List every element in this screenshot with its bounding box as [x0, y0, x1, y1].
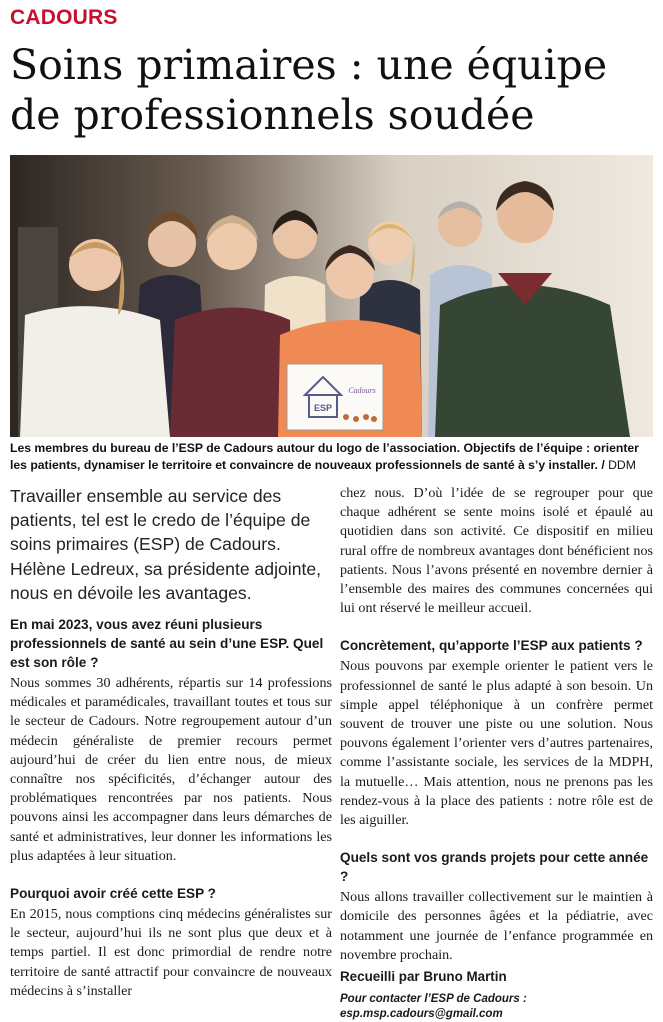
- answer-1: Nous sommes 30 adhérents, répartis sur 14 professions médicales et paramédicales, travaillant toutes et tous sur le secteur de Cadours. Notre regroupement autour d’un médecin généraliste de premier recours permet aujourd’hui de créer du lien entre nous, de mieux connaître nos spécificités, d’échanger autour des problématiques rencontrées par nos patients. Nous pouvons ainsi les accompagner dans leurs démarches de santé et administratives, leur donner les informations les plus adaptées à leur situation.: [10, 675, 332, 864]
- answer-2: En 2015, nous comptions cinq médecins généralistes sur le secteur, aujourd’hui ils ne sont plus que deux et à temps partiel. Il est donc primordial de rendre notre territoire de santé attractif pour convaincre de nouveaux médecins à s’installer: [10, 906, 332, 999]
- question-4: Quels sont vos grands projets pour cette année ?: [340, 850, 649, 885]
- caption-text: Les membres du bureau de l’ESP de Cadours autour du logo de l’association. Objectifs de l’équipe : orienter les patients, dynamiser le territoire et convaincre de nouveaux professionnels de santé à s’y installer. /: [10, 441, 639, 472]
- article-column-right: [340, 484, 653, 1022]
- article-column-left: [10, 484, 332, 1001]
- logo-subtext: Cadours: [348, 386, 376, 395]
- photo-caption: [10, 440, 655, 474]
- byline: Recueilli par Bruno Martin: [340, 969, 507, 985]
- photo-credit: DDM: [608, 458, 636, 472]
- section-label: CADOURS: [10, 6, 118, 29]
- headline: Soins primaires : une équipe de professionnels soudée: [10, 41, 608, 139]
- answer-3: Nous pouvons par exemple orienter le patient vers le professionnel de santé le plus adapté à son besoin. Un simple appel téléphonique à un confrère permet souvent de trouver une piste ou une solution. Nous pouvons également l’orienter vers d’autres partenaires, comme l’assistante sociale, les services de la MDPH, la mutuelle… Mais attention, nous ne prenons pas les rendez-vous à la place des patients : notre rôle est de les aiguiller.: [340, 658, 653, 829]
- group-photo: [10, 155, 653, 437]
- contact-info: [340, 992, 653, 1022]
- article-lead: Travailler ensemble au service des patients, tel est le credo de l’équipe de soins primaires (ESP) de Cadours. Hélène Ledreux, sa présidente adjointe, nous en dévoile les avantages.: [10, 486, 322, 603]
- answer-4: Nous allons travailler collectivement sur le maintien à domicile des personnes âgées et la pédiatrie, avec notamment une journée de l’enfance programmée en novembre prochain.: [340, 889, 653, 963]
- contact-email[interactable]: esp.msp.cadours@gmail.com: [340, 1008, 503, 1021]
- group-photo-illustration: [10, 155, 653, 437]
- logo-text: ESP: [313, 403, 333, 413]
- question-2: Pourquoi avoir créé cette ESP ?: [10, 886, 216, 902]
- question-3: Concrètement, qu’apporte l’ESP aux patients ?: [340, 638, 643, 654]
- answer-2-continued: chez nous. D’où l’idée de se regrouper pour que chaque adhérent se sente moins isolé et épaulé au quotidien dans son activité. Ce dispositif en milieu rural offre de nombreux avantages dont bénéficient nos patients. Nous l’avons présenté en novembre dernier à l’ensemble des maires des communes concernées qui lui ont réservé le meilleur accueil.: [340, 485, 653, 617]
- question-1: En mai 2023, vous avez réuni plusieurs professionnels de santé au sein d’une ESP. Quel est son rôle ?: [10, 617, 324, 671]
- contact-label: Pour contacter l’ESP de Cadours :: [340, 993, 527, 1006]
